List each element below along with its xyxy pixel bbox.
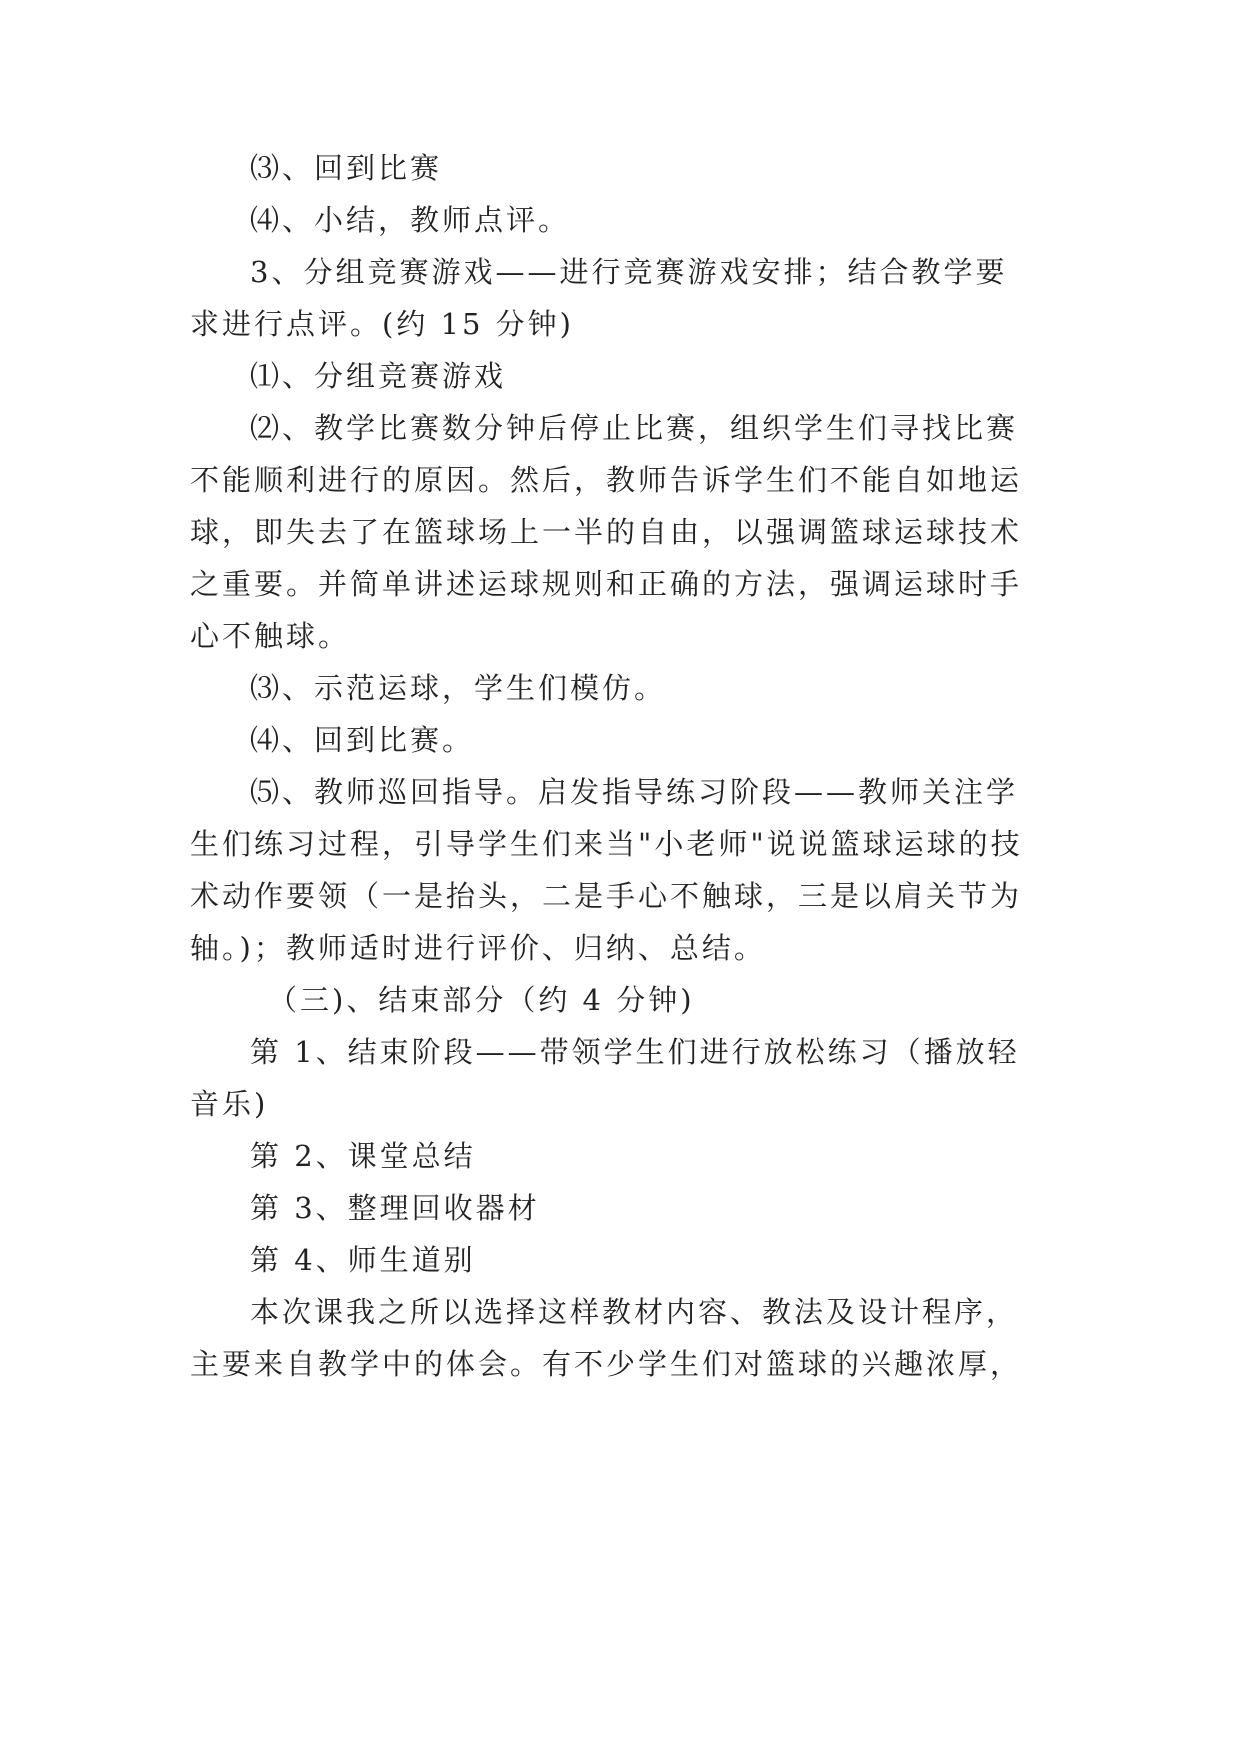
text-line: 术动作要领（一是抬头，二是手心不触球，三是以肩关节为 bbox=[190, 879, 1023, 913]
text-line: 不能顺利进行的原因。然后，教师告诉学生们不能自如地运 bbox=[190, 463, 1023, 497]
text-line: 球，即失去了在篮球场上一半的自由，以强调篮球运球技术 bbox=[190, 515, 1023, 549]
text-line: 第 4、师生道别 bbox=[250, 1243, 476, 1277]
text-line: ⑷、小结，教师点评。 bbox=[250, 203, 571, 237]
text-line: 第 1、结束阶段——带领学生们进行放松练习（播放轻 bbox=[250, 1035, 1020, 1069]
text-line: 心不触球。 bbox=[190, 619, 351, 653]
text-line: 主要来自教学中的体会。有不少学生们对篮球的兴趣浓厚， bbox=[190, 1347, 1023, 1381]
text-line: 之重要。并简单讲述运球规则和正确的方法，强调运球时手 bbox=[190, 567, 1023, 601]
text-line: 第 2、课堂总结 bbox=[250, 1139, 476, 1173]
text-line: 轴。)；教师适时进行评价、归纳、总结。 bbox=[190, 931, 766, 965]
section-heading: （三)、结束部分（约 4 分钟) bbox=[268, 983, 695, 1017]
text-line: ⑷、回到比赛。 bbox=[250, 723, 475, 757]
text-line: ⑸、教师巡回指导。启发指导练习阶段——教师关注学 bbox=[250, 775, 1019, 809]
text-line: 音乐) bbox=[190, 1087, 269, 1121]
text-line: ⑵、教学比赛数分钟后停止比赛，组织学生们寻找比赛 bbox=[250, 411, 1019, 445]
text-line: 本次课我之所以选择这样教材内容、教法及设计程序， bbox=[250, 1295, 1019, 1329]
text-line: ⑴、分组竞赛游戏 bbox=[250, 359, 507, 393]
text-line: 生们练习过程，引导学生们来当"小老师"说说篮球运球的技 bbox=[190, 827, 1023, 861]
text-line: 3、分组竞赛游戏——进行竞赛游戏安排；结合教学要 bbox=[250, 255, 1008, 289]
text-line: 第 3、整理回收器材 bbox=[250, 1191, 540, 1225]
text-line: 求进行点评。(约 15 分钟) bbox=[190, 307, 574, 341]
text-line: ⑶、示范运球，学生们模仿。 bbox=[250, 671, 667, 705]
text-line: ⑶、回到比赛 bbox=[250, 151, 443, 185]
